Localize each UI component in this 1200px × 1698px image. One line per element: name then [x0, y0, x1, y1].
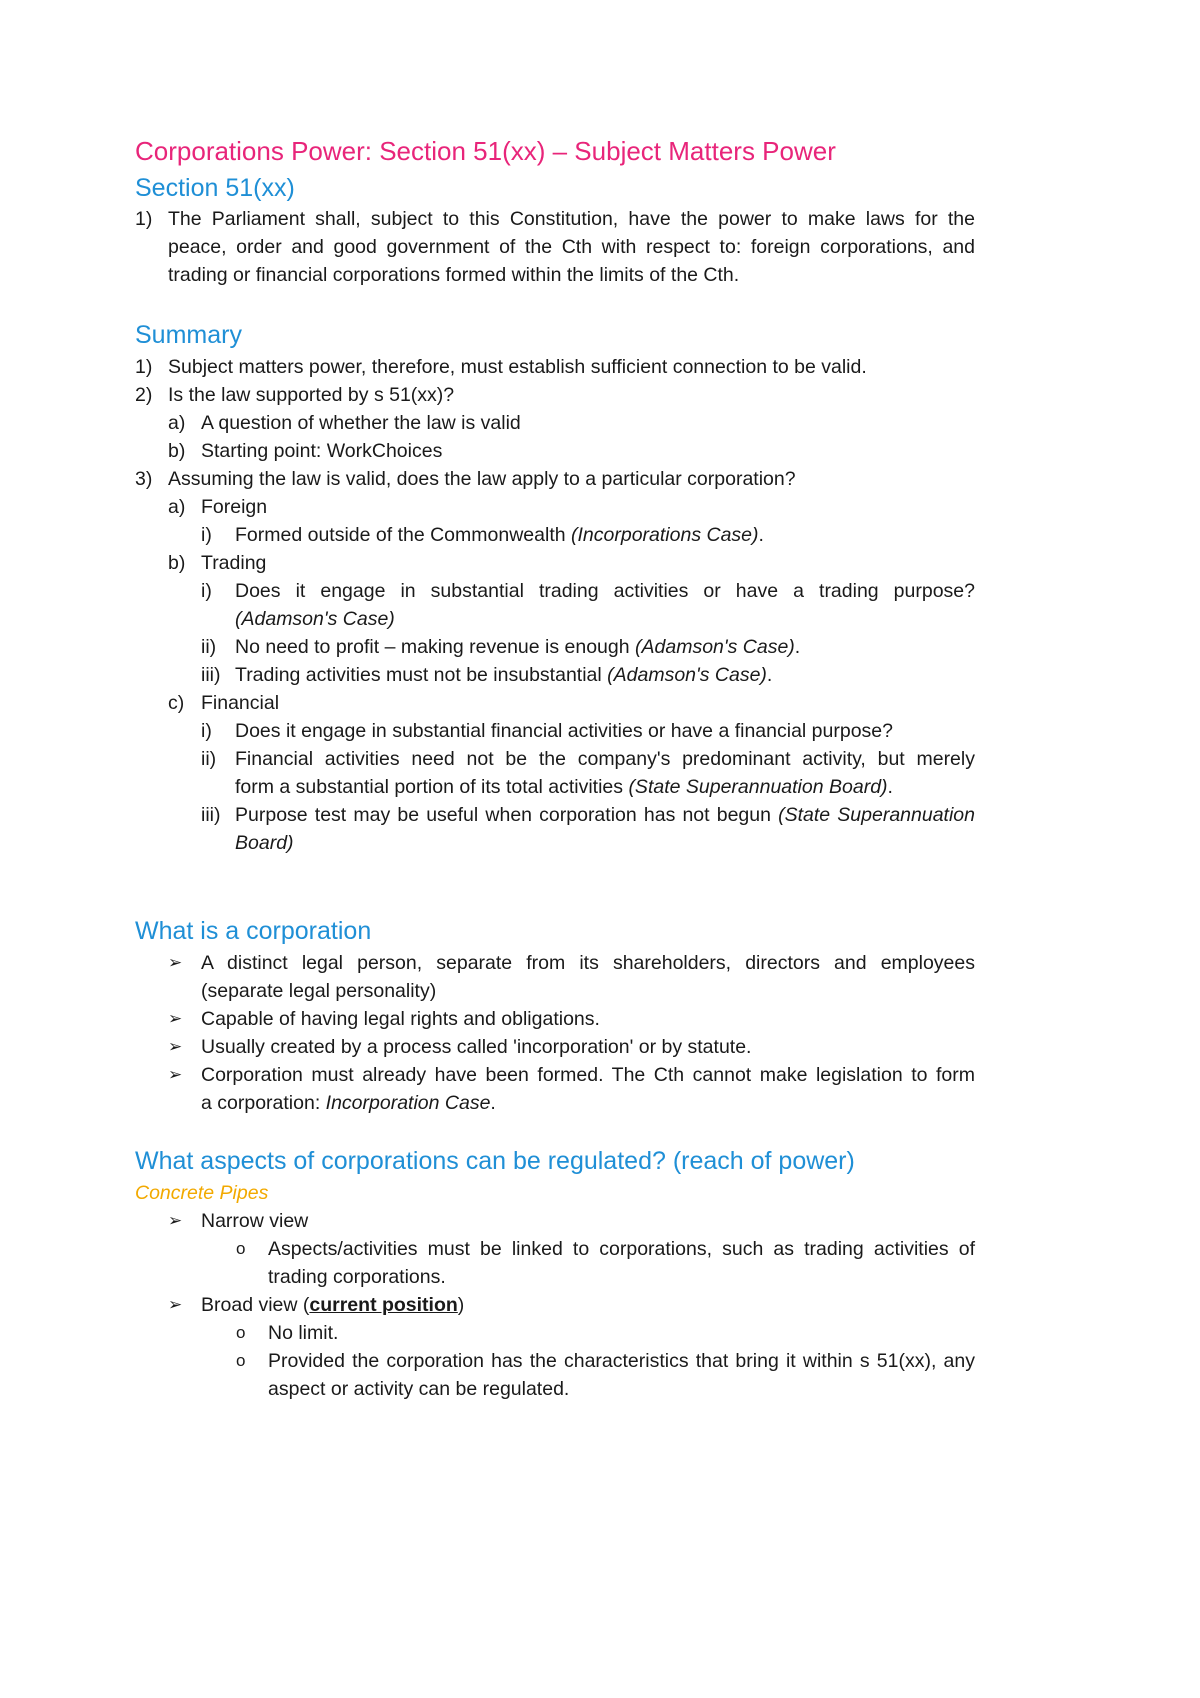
summary-item-3c-iii-line1: Purpose test may be useful when corporation has not begun (State Superannuation [235, 804, 975, 826]
corporation-bullet-1-line2: (separate legal personality) [201, 980, 437, 1002]
summary-item-3: Assuming the law is valid, does the law apply to a particular corporation? [168, 468, 796, 490]
summary-item-3b: Trading [201, 552, 267, 574]
summary-item-3a: Foreign [201, 496, 268, 518]
corporation-heading: What is a corporation [135, 917, 372, 945]
section-heading: Section 51(xx) [135, 174, 295, 202]
summary-label-3c-iii: iii) [201, 804, 221, 826]
summary-label-3a-i: i) [201, 524, 212, 546]
summary-item-3c-iii-line2: Board) [235, 832, 294, 854]
arrow-bullet-icon: ➢ [168, 1065, 183, 1084]
circle-bullet-icon: o [236, 1351, 246, 1370]
summary-item-2: Is the law supported by s 51(xx)? [168, 384, 455, 406]
summary-label-3b-ii: ii) [201, 636, 217, 658]
section-text-line3: trading or financial corporations formed within the limits of the Cth. [168, 264, 740, 286]
summary-item-3b-i: Does it engage in substantial trading activities or have a trading purpose? [235, 580, 975, 602]
section-number: 1) [135, 208, 153, 230]
section-text-line2: peace, order and good government of the Cth with respect to: foreign corporations, and [168, 236, 975, 258]
summary-label-3c-i: i) [201, 720, 212, 742]
summary-item-3a-i: Formed outside of the Commonwealth (Incorporations Case). [235, 524, 764, 546]
summary-num-1: 1) [135, 356, 153, 378]
main-heading: Corporations Power: Section 51(xx) – Subject Matters Power [135, 136, 836, 166]
arrow-bullet-icon: ➢ [168, 1009, 183, 1028]
summary-label-3c: c) [168, 692, 185, 714]
summary-label-3a: a) [168, 496, 186, 518]
summary-item-2b: Starting point: WorkChoices [201, 440, 443, 462]
arrow-bullet-icon: ➢ [168, 1211, 183, 1230]
arrow-bullet-icon: ➢ [168, 953, 183, 972]
broad-view-point-1: No limit. [268, 1322, 339, 1344]
narrow-view-point-line2: trading corporations. [268, 1266, 446, 1288]
broad-view-point-2-line2: aspect or activity can be regulated. [268, 1378, 570, 1400]
corporation-bullet-4-line1: Corporation must already have been formed. The Cth cannot make legislation to form [201, 1064, 975, 1086]
regulation-heading: What aspects of corporations can be regulated? (reach of power) [135, 1147, 855, 1175]
summary-label-2b: b) [168, 440, 186, 462]
summary-item-3b-ii: No need to profit – making revenue is enough (Adamson's Case). [235, 636, 801, 658]
summary-item-3c-i: Does it engage in substantial financial activities or have a financial purpose? [235, 720, 893, 742]
corporation-bullet-3: Usually created by a process called 'incorporation' or by statute. [201, 1036, 752, 1058]
summary-label-2a: a) [168, 412, 186, 434]
summary-item-2a: A question of whether the law is valid [201, 412, 521, 434]
arrow-bullet-icon: ➢ [168, 1037, 183, 1056]
corporation-bullet-1-line1: A distinct legal person, separate from its shareholders, directors and employees [201, 952, 975, 974]
narrow-view: Narrow view [201, 1210, 309, 1232]
summary-label-3b-i: i) [201, 580, 212, 602]
summary-item-3c-ii-line2: form a substantial portion of its total activities (State Superannuation Board). [235, 776, 893, 798]
summary-item-3c-ii-line1: Financial activities need not be the company's predominant activity, but merely [235, 748, 975, 770]
corporation-bullet-2: Capable of having legal rights and obligations. [201, 1008, 600, 1030]
section-text-line1: The Parliament shall, subject to this Constitution, have the power to make laws for the [168, 208, 975, 230]
arrow-bullet-icon: ➢ [168, 1295, 183, 1314]
broad-view: Broad view (current position) [201, 1294, 465, 1316]
summary-heading: Summary [135, 321, 242, 349]
case-citation: (Incorporations Case) [571, 524, 759, 546]
summary-item-3c: Financial [201, 692, 280, 714]
summary-label-3b: b) [168, 552, 186, 574]
summary-item-3b-i-case: (Adamson's Case) [235, 608, 395, 630]
summary-num-3: 3) [135, 468, 153, 490]
summary-num-2: 2) [135, 384, 153, 406]
summary-item-3b-iii: Trading activities must not be insubstantial (Adamson's Case). [235, 664, 773, 686]
current-position-emphasis: current position [309, 1294, 458, 1316]
circle-bullet-icon: o [236, 1239, 246, 1258]
summary-label-3c-ii: ii) [201, 748, 217, 770]
corporation-bullet-4-line2: a corporation: Incorporation Case. [201, 1092, 496, 1114]
broad-view-point-2-line1: Provided the corporation has the characteristics that bring it within s 51(xx), any [268, 1350, 975, 1372]
circle-bullet-icon: o [236, 1323, 246, 1342]
narrow-view-point-line1: Aspects/activities must be linked to corporations, such as trading activities of [268, 1238, 975, 1260]
regulation-subheading: Concrete Pipes [135, 1182, 269, 1204]
summary-item-1: Subject matters power, therefore, must establish sufficient connection to be valid. [168, 356, 867, 378]
summary-label-3b-iii: iii) [201, 664, 221, 686]
